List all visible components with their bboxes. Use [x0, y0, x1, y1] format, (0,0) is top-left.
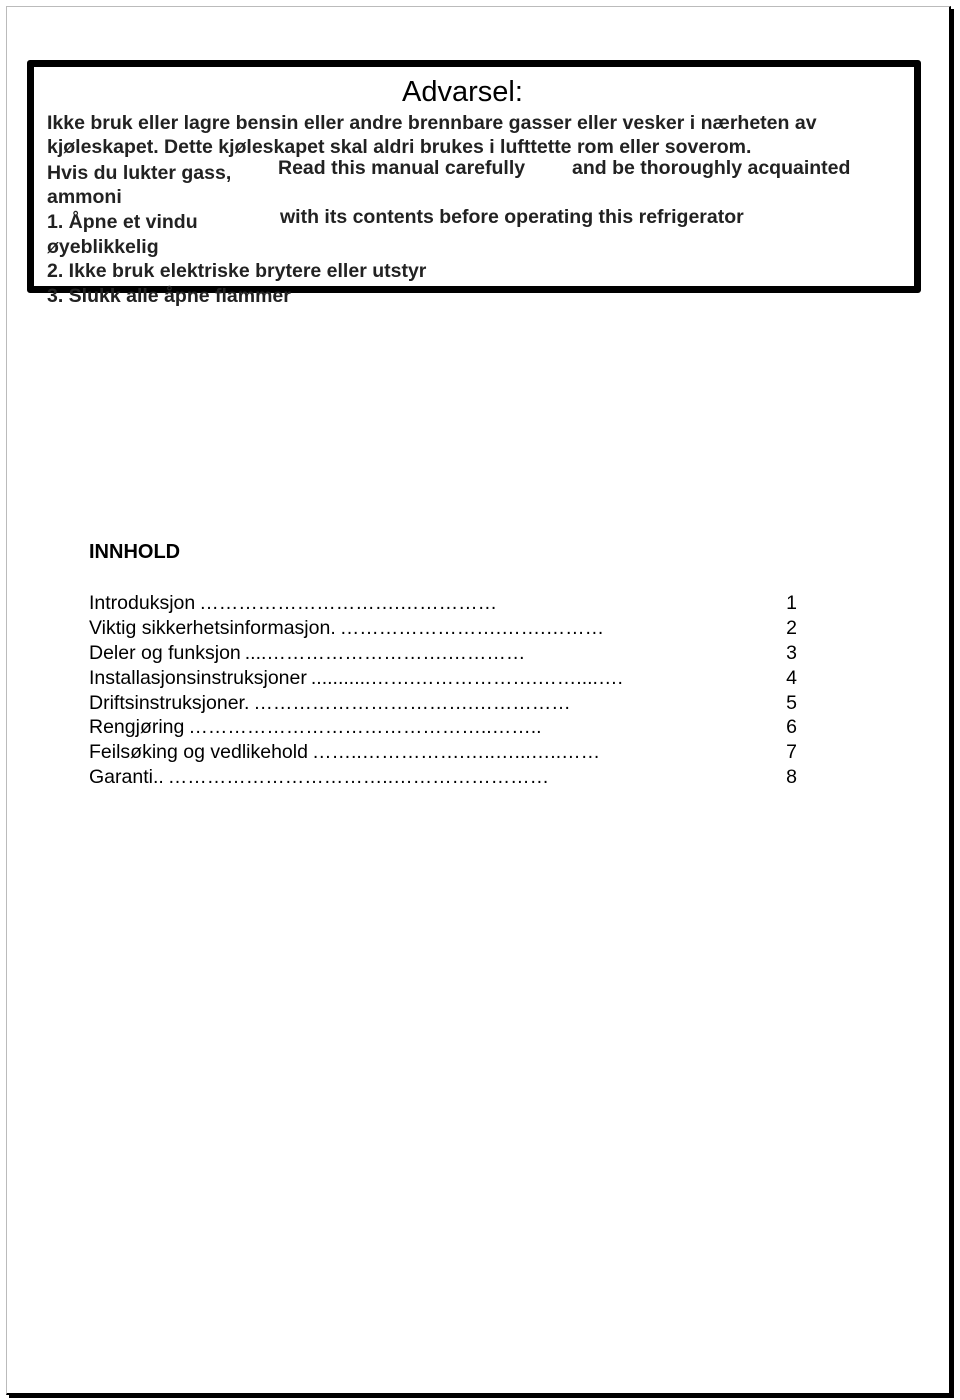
warning-line-8: 3. Slukk alle åpne flammer: [47, 285, 291, 307]
toc-item-page: 2: [786, 617, 797, 639]
toc-item-page: 8: [786, 766, 797, 788]
toc-item-page: 6: [786, 716, 797, 738]
toc-row: [89, 766, 797, 792]
warning-line-2: kjøleskapet. Dette kjøleskapet skal aldri brukes i lufttette rom eller soverom.: [47, 136, 752, 158]
warning-line-4: ammoni: [47, 186, 122, 208]
toc-item-leader: …………………………….……………: [253, 692, 571, 714]
toc-item-leader: ……..…………….…..…...…..……: [311, 741, 601, 763]
toc-item-page: 5: [786, 692, 797, 714]
toc-item-leader: …………………….…….………: [339, 617, 605, 639]
toc-item-leader: ...........…….……………….……....….: [310, 667, 623, 689]
toc-row: [89, 741, 797, 767]
toc-item-label: Introduksjon: [89, 592, 196, 614]
warning-line-3-en-a: Read this manual carefully: [278, 157, 526, 179]
toc-heading: INNHOLD: [89, 541, 181, 563]
toc-item-leader: ………………………………………..……..: [188, 716, 542, 738]
warning-title: Advarsel:: [402, 76, 523, 108]
toc-item-page: 3: [786, 642, 797, 664]
toc-item-label: Garanti..: [89, 766, 164, 788]
warning-line-7: 2. Ikke bruk elektriske brytere eller utstyr: [47, 260, 427, 282]
toc-item-label: Viktig sikkerhetsinformasjon.: [89, 617, 336, 639]
toc-item-label: Rengjøring: [89, 716, 185, 738]
toc-item-page: 7: [786, 741, 797, 763]
toc-item-leader: ....……………………….…………: [244, 642, 526, 664]
toc-row: [89, 642, 797, 668]
toc-row: [89, 617, 797, 643]
toc-item-label: Feilsøking og vedlikehold: [89, 741, 308, 763]
toc-row: [89, 692, 797, 718]
toc-row: [89, 592, 797, 618]
warning-line-1: Ikke bruk eller lagre bensin eller andre brennbare gasser eller vesker i nærheten av: [47, 112, 817, 134]
warning-line-6: øyeblikkelig: [47, 236, 159, 258]
toc-item-page: 4: [786, 667, 797, 689]
warning-line-5-en: with its contents before operating this refrigerator: [280, 206, 744, 228]
toc-row: [89, 716, 797, 742]
toc-item-label: Driftsinstruksjoner.: [89, 692, 250, 714]
toc-row: [89, 667, 797, 693]
warning-line-3-no: Hvis du lukter gass,: [47, 162, 232, 184]
toc-item-label: Deler og funksjon: [89, 642, 241, 664]
warning-line-5-no: 1. Åpne et vindu: [47, 211, 198, 233]
toc-item-label: Installasjonsinstruksjoner: [89, 667, 307, 689]
warning-line-3-en-b: and be thoroughly acquainted: [572, 157, 851, 179]
toc-item-page: 1: [786, 592, 797, 614]
toc-item-leader: ………………………….……………: [199, 592, 498, 614]
toc-item-leader: ……………………………..……………………: [167, 766, 550, 788]
